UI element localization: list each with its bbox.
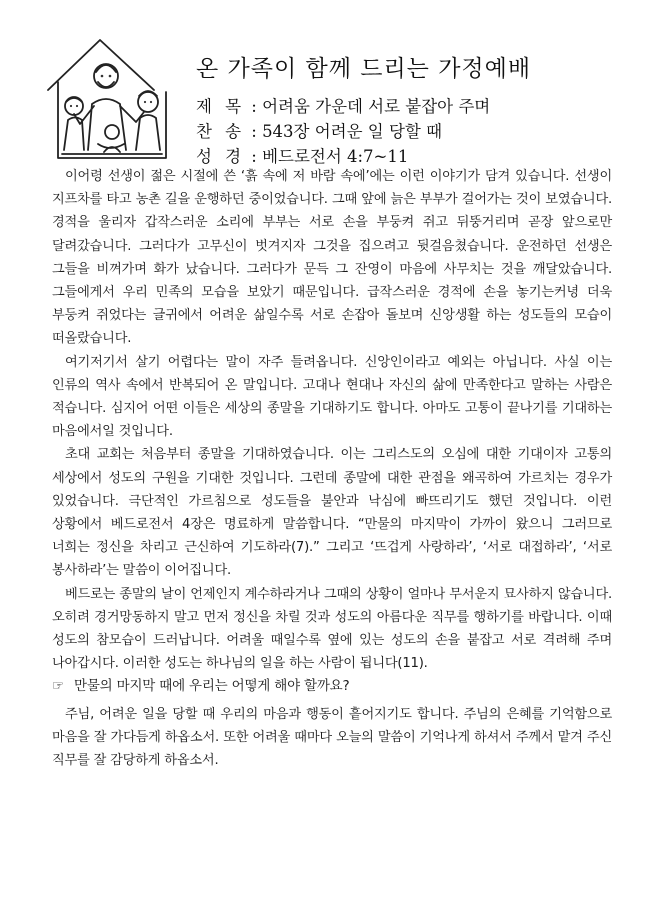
scripture-label: 성 경 — [196, 147, 246, 166]
subject-line — [196, 93, 490, 117]
header — [0, 0, 659, 166]
pointing-hand-icon: ☞ — [52, 678, 64, 695]
sermon-body — [52, 165, 612, 772]
discussion-question — [52, 675, 612, 698]
subject-value: 어려움 가운데 서로 붙잡아 주며 — [262, 97, 491, 116]
page-title: 온 가족이 함께 드리는 가정예배 — [196, 56, 532, 82]
hymn-separator: : — [246, 122, 263, 141]
paragraph-2: 여기저기서 살기 어렵다는 말이 자주 들려옵니다. 신앙인이라고 예외는 아닙니다. 사실 이는 인류의 역사 속에서 반복되어 온 말입니다. 고대나 현대나 자신의 삶에 만족한다고 말하는 사람은 적습니다. 심지어 어떤 이들은 세상의 종말을 기대하기도 합니다. 아마도 고통이 끝나기를 기대하는 마음에서일 것입니다. — [52, 354, 612, 440]
subject-label: 제 목 — [196, 97, 246, 116]
hymn-label: 찬 송 — [196, 122, 246, 141]
family-worship-illustration — [40, 32, 190, 164]
paragraph-3: 초대 교회는 처음부터 종말을 기대하였습니다. 이는 그리스도의 오심에 대한 기대이자 고통의 세상에서 성도의 구원을 기대한 것입니다. 그런데 종말에 대한 관점을 왜곡하여 가르치는 경우가 있었습니다. 극단적인 가르침으로 성도들을 불안과 낙심에 빠뜨리기도 했던 것입니다. 이런 상황에서 베드로전서 4장은 명료하게 말씀합니다. “만물의 마지막이 가까이 왔으니 그러므로 너희는 정신을 차리고 근신하여 기도하라(7).” 그리고 ‘뜨겁게 사랑하라’, ‘서로 대접하라’, ‘서로 봉사하라’는 말씀이 이어집니다. — [52, 447, 612, 579]
scripture-line — [196, 143, 408, 167]
paragraph-1: 이어령 선생이 젊은 시절에 쓴 ‘흙 속에 저 바람 속에’에는 이런 이야기가 담겨 있습니다. 선생이 지프차를 타고 농촌 길을 운행하던 중이었습니다. 그때 앞에 늙은 부부가 걸어가는 것이 보였습니다. 경적을 울리자 갑작스러운 소리에 부부는 서로 손을 부둥켜 쥐고 뒤뚱거리며 곧장 앞으로만 달려갔습니다. 그러다가 고무신이 벗겨지자 그것을 집으려고 뒷걸음쳤습니다. 운전하던 선생은 그들을 비껴가며 화가 났습니다. 그러다가 문득 그 잔영이 마음에 사무치는 것을 깨달았습니다. 그들에게서 우리 민족의 모습을 보았기 때문입니다. 급작스러운 경적에 손을 놓기는커녕 더욱 부둥켜 쥐었다는 글귀에서 어려운 삶일수록 서로 손잡아 돌보며 신앙생활 하는 성도들의 모습이 떠올랐습니다. — [52, 169, 612, 347]
paragraph-4: 베드로는 종말의 날이 언제인지 계수하라거나 그때의 상황이 얼마나 무서운지 묘사하지 않습니다. 오히려 경거망동하지 말고 먼저 정신을 차릴 것과 성도의 아름다운 직무를 행하기를 바랍니다. 이때 성도의 참모습이 드러납니다. 어려울 때일수록 옆에 있는 성도의 손을 붙잡고 서로 격려해 주며 나아갑시다. 이러한 성도는 하나님의 일을 하는 사람이 됩니다(11). — [52, 586, 612, 672]
hymn-value: 543장 어려운 일 당할 때 — [262, 122, 443, 141]
hymn-line — [196, 118, 442, 142]
prayer-paragraph: 주님, 어려운 일을 당할 때 우리의 마음과 행동이 흩어지기도 합니다. 주님의 은혜를 기억함으로 마음을 잘 가다듬게 하옵소서. 또한 어려울 때마다 오늘의 말씀이 기억나게 하셔서 주께서 맡겨 주신 직무를 잘 감당하게 하옵소서. — [52, 706, 612, 769]
scripture-value: 베드로전서 4:7~11 — [262, 147, 409, 166]
question-text: 만물의 마지막 때에 우리는 어떻게 해야 할까요? — [74, 678, 350, 695]
scripture-separator: : — [246, 147, 263, 166]
subject-separator: : — [246, 97, 263, 116]
